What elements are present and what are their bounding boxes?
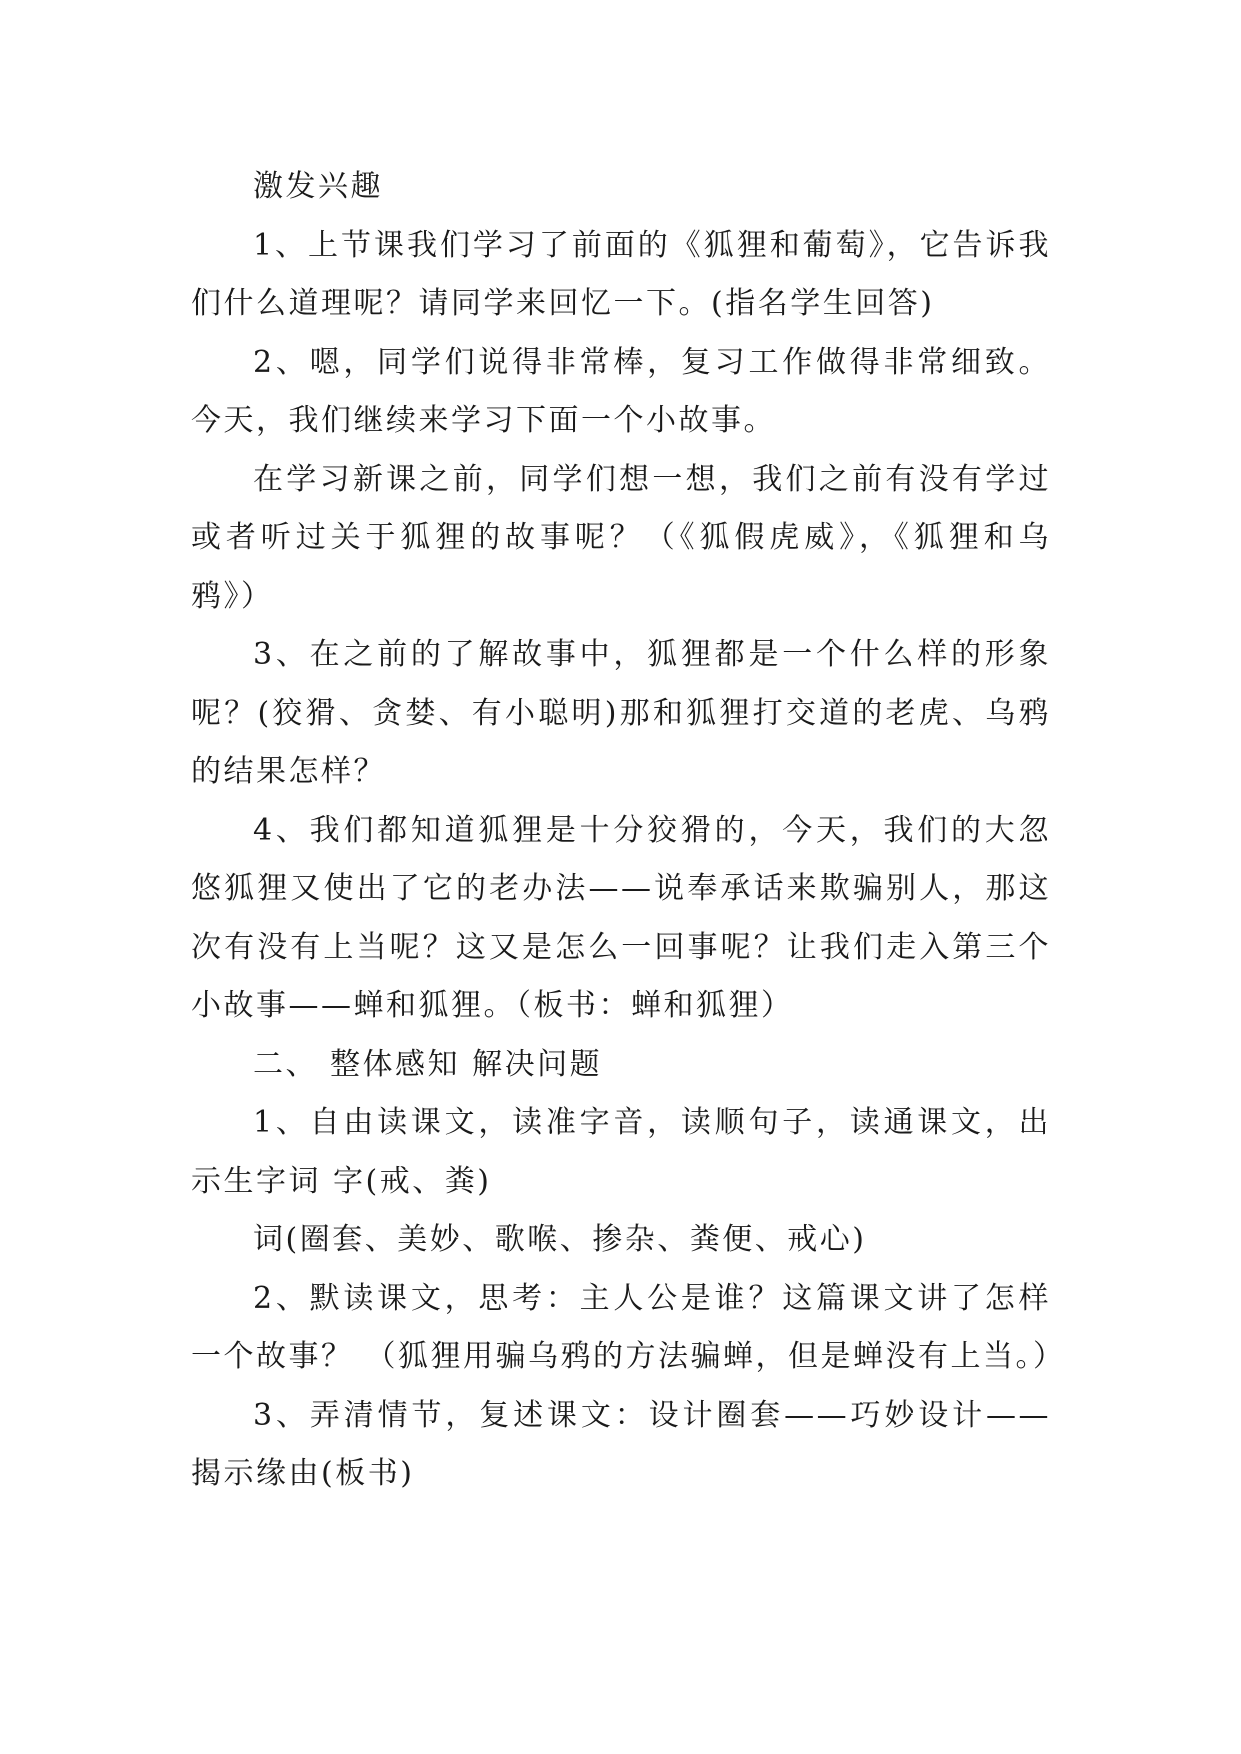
- paragraph-retell-plot: 3、弄清情节，复述课文：设计圈套——巧妙设计——揭示缘由(板书): [191, 1397, 1051, 1491]
- paragraph-vocabulary: 词(圈套、美妙、歌喉、掺杂、粪便、戒心): [253, 1222, 867, 1257]
- paragraph-review-question: 1、上节课我们学习了前面的《狐狸和葡萄》，它告诉我们什么道理呢？请同学来回忆一下。(指名学生回答): [191, 227, 1051, 321]
- paragraph-introduce-story: 4、我们都知道狐狸是十分狡猾的，今天，我们的大忽悠狐狸又使出了它的老办法——说奉承话来欺骗别人，那这次有没有上当呢？这又是怎么一回事呢？让我们走入第三个小故事——蝉和狐狸。（板书：蝉和狐狸）: [191, 812, 1051, 1023]
- paragraph-prior-fox-stories: 在学习新课之前，同学们想一想，我们之前有没有学过或者听过关于狐狸的故事呢？（《狐假虎威》，《狐狸和乌鸦》）: [191, 461, 1051, 614]
- section-heading-overall-perception: 二、 整体感知 解决问题: [253, 1046, 603, 1082]
- paragraph-fox-image: 3、在之前的了解故事中，狐狸都是一个什么样的形象呢？(狡猾、贪婪、有小聪明)那和狐狸打交道的老虎、乌鸦的结果怎样？: [191, 637, 1051, 789]
- paragraph-free-reading: 1、自由读课文，读准字音，读顺句子，读通课文，出示生字词 字(戒、粪): [191, 1105, 1051, 1199]
- paragraph-heading-stimulate-interest: 激发兴趣: [253, 169, 383, 204]
- paragraph-silent-reading: 2、默读课文，思考：主人公是谁？这篇课文讲了怎样一个故事？ （狐狸用骗乌鸦的方法骗蝉，但是蝉没有上当。）: [191, 1280, 1066, 1374]
- paragraph-praise-transition: 2、嗯，同学们说得非常棒，复习工作做得非常细致。今天，我们继续来学习下面一个小故事。: [191, 344, 1051, 438]
- document-page: [191, 158, 1066, 1504]
